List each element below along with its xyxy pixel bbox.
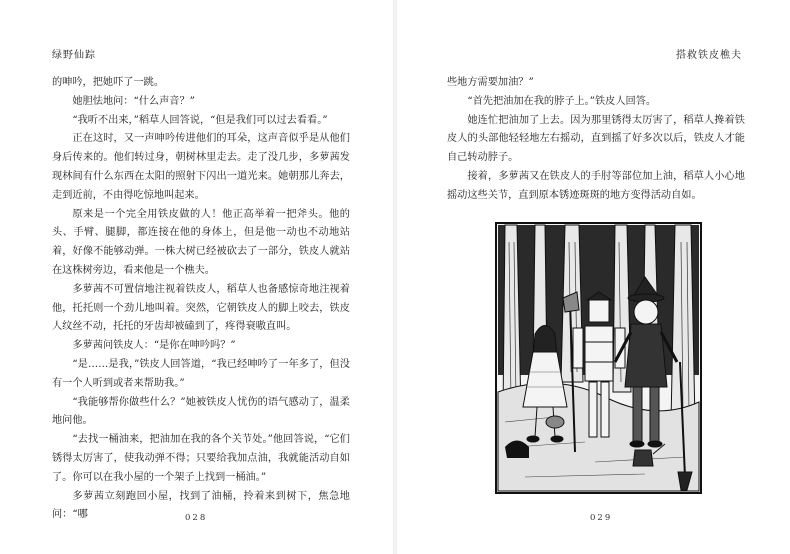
paragraph: 些地方需要加油？” [447, 77, 534, 88]
paragraph: 接着，多萝茜又在铁皮人的手肘等部位加上油，稻草人小心地摇动这些关节，直到原本锈迹斑斑的地方变得活动自如。 [447, 170, 745, 201]
paragraph: 多萝茜不可置信地注视着铁皮人，稻草人也备感惊奇地注视着他，托托则一个劲儿地叫着。突然，它朝铁皮人的脚上咬去，铁皮人纹丝不动，托托的牙齿却被磕到了，疼得衰嗷直叫。 [52, 283, 350, 333]
page-number: 029 [590, 513, 613, 523]
right-page-body [447, 74, 745, 206]
paragraph: “是……是我，”铁皮人回答道，“我已经呻吟了一年多了，但没有一个人听到或者来帮助我。” [52, 358, 350, 389]
paragraph: “我听不出来，”稻草人回答说，“但是我们可以过去看看。” [72, 114, 328, 126]
paragraph: 她胆怯地问：“什么声音？” [72, 95, 195, 107]
running-head-book-title: 绿野仙踪 [52, 50, 96, 61]
paragraph: 正在这时，又一声呻吟传进他们的耳朵，这声音似乎是从他们身后传来的。他们转过身，朝树林里走去。走了没几步，多萝茜发现林间有什么东西在太阳的照射下闪出一道光来。她朝那儿奔去，走到近前，不由得吃惊地叫起来。 [52, 133, 350, 201]
paragraph: “我能够帮你做些什么？”她被铁皮人忧伤的语气感动了，温柔地问他。 [52, 396, 350, 427]
running-head-chapter-title: 搭救铁皮樵夫 [676, 50, 742, 61]
paragraph: 多萝茜立刻跑回小屋，找到了油桶，拎着来到树下，焦急地问：“哪 [52, 490, 350, 521]
left-page-body [52, 74, 350, 525]
woodcut-tin-woodman-illustration [495, 222, 702, 494]
page-number: 028 [185, 513, 208, 523]
paragraph: 原来是一个完全用铁皮做的人！他正高举着一把斧头。他的头、手臂、腿脚，都连接在他的身体上，但是他一动也不动地站着，好像不能够动弹。一株大树已经被砍去了一部分，铁皮人就站在这株树旁边，看来他是一个樵夫。 [52, 208, 350, 276]
paragraph: 的呻吟，把她吓了一跳。 [52, 77, 165, 88]
paragraph: “去找一桶油来，把油加在我的各个关节处。”他回答说，“它们锈得太厉害了，使我动弹不得；只要给我加点油，我就能活动自如了。你可以在我小屋的一个架子上找到一桶油。” [52, 434, 350, 483]
paragraph: “首先把油加在我的脖子上。”铁皮人回答。 [467, 95, 657, 107]
paragraph: 她连忙把油加了上去。因为那里锈得太厉害了，稻草人搀着铁皮人的头部他轻轻地左右摇动，直到摇了好多次以后，铁皮人才能自己转动脖子。 [447, 114, 745, 164]
paragraph: 多萝茜问铁皮人：“是你在呻吟吗？” [72, 340, 236, 352]
